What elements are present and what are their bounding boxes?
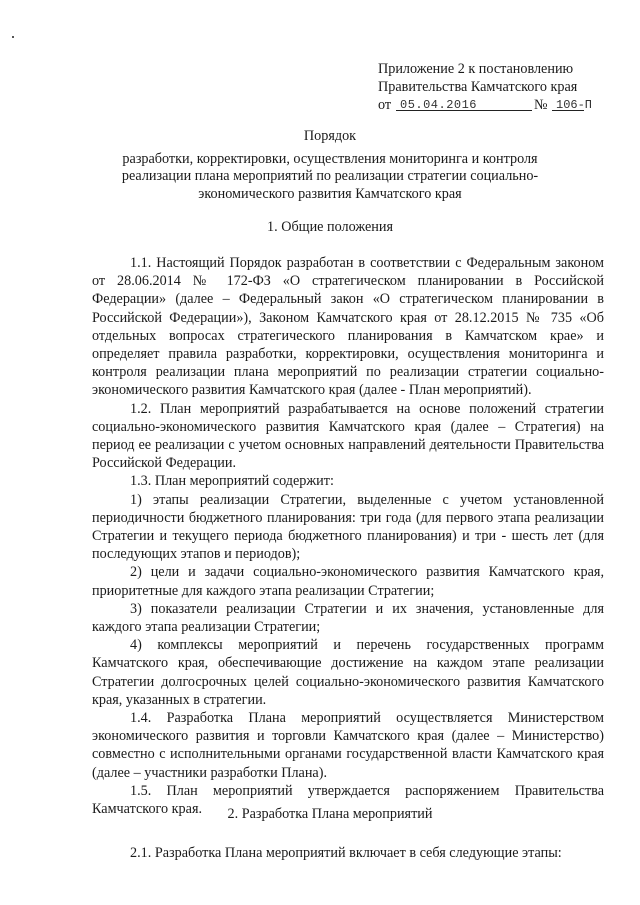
scan-speck [12, 36, 14, 38]
date-value: 05.04.2016 [400, 98, 478, 112]
paragraph-1-5: 1.5. План мероприятий утверждается распоряжением Правительства Камчатского края. [92, 782, 604, 818]
section-1-heading: 1. Общие положения [267, 219, 393, 235]
appendix-line-1: Приложение 2 к постановлению [378, 61, 574, 77]
appendix-line-2: Правительства Камчатского края [378, 79, 578, 95]
list-item-4: 4) комплексы мероприятий и перечень государственных программ Камчатского края, обеспечивающие достижение на каждом этапе реализации Стратегии долгосрочных целей социально-экономического развития Камчатского края, указанных в стратегии. [92, 637, 604, 708]
paragraph-1-3: 1.3. План мероприятий содержит: [130, 473, 334, 490]
paragraph-1-2: 1.2. План мероприятий разрабатывается на основе положений стратегии социально-экономического развития Камчатского края (далее – Стратегия) на период ее реализации с учетом основных направлений деятельности Правительства Российской Федерации. [92, 400, 604, 472]
list-item-2: 2) цели и задачи социально-экономического развития Камчатского края, приоритетные для каждого этапа реализации Стратегии; [92, 564, 604, 599]
appendix-date-row [378, 96, 608, 114]
list-item-1: 1) этапы реализации Стратегии, выделенные с учетом установленной периодичности бюджетного планирования: три года (для первого этапа реализации Стратегии и текущего периода бюджетного планирования) и три - шесть лет (для последующих этапов и периодов); [92, 491, 604, 563]
section-2-heading: 2. Разработка Плана мероприятий [227, 806, 433, 822]
title-line-3: реализации плана мероприятий по реализации стратегии социально- [121, 168, 539, 184]
title-line-4: экономического развития Камчатского края [198, 185, 462, 202]
number-value: 106-П [556, 98, 593, 112]
appendix-header [378, 60, 608, 114]
list-item-3: 3) показатели реализации Стратегии и их значения, установленные для каждого этапа реализации Стратегии; [92, 600, 604, 636]
date-underline-tail [502, 110, 532, 111]
paragraph-1-1: 1.1. Настоящий Порядок разработан в соответствии с Федеральным законом от 28.06.2014 № 172-ФЗ «О стратегическом планировании в Российской Федерации» (далее – Федеральный закон «О стратегическом планировании в Российской Федерации»), Законом Камчатского края от 28.12.2015 № 735 «Об отдельных вопросах стратегического планирования в Камчатском крае» и определяет правила разработки, корректировки, осуществления мониторинга и контроля реализации плана мероприятий по реализации стратегии социально-экономического развития Камчатского края (далее - План мероприятий). [92, 255, 604, 399]
section-1-body [92, 254, 604, 818]
title-line-1: Порядок [303, 128, 357, 144]
document-title [100, 128, 560, 203]
date-prefix: от [378, 97, 392, 113]
paragraph-1-4: 1.4. Разработка Плана мероприятий осуществляется Министерством экономического развития и торговли Камчатского края (далее – Министерство) совместно с исполнительными органами государственной власти Камчатского края (далее – участники разработки Плана). [92, 710, 604, 781]
title-line-2: разработки, корректировки, осуществления мониторинга и контроля [122, 150, 538, 167]
paragraph-2-1: 2.1. Разработка Плана мероприятий включает в себя следующие этапы: [130, 845, 562, 861]
number-prefix: № [534, 97, 548, 113]
